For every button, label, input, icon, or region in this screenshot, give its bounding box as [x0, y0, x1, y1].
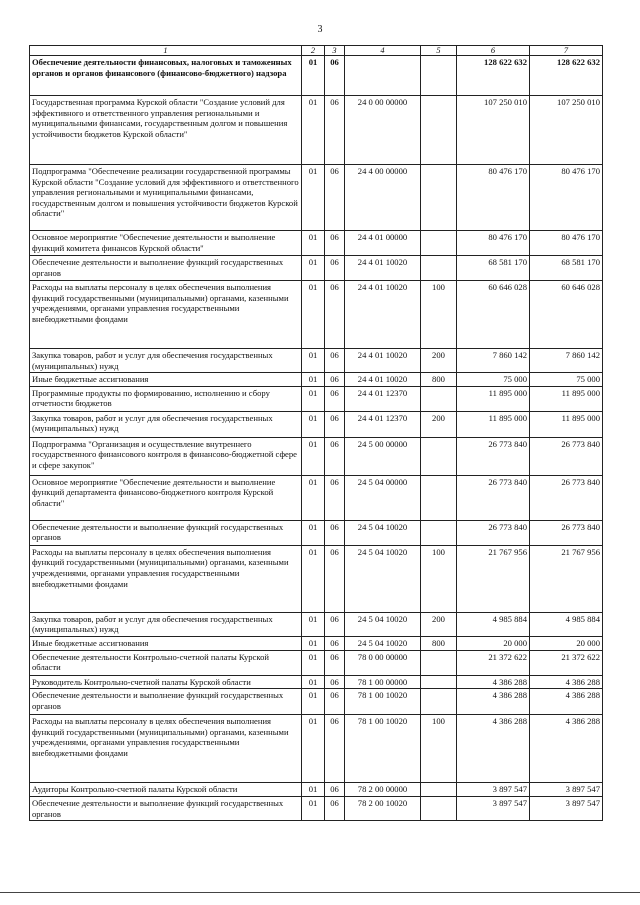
row-sum-col7: 11 895 000: [530, 386, 603, 411]
row-csr: 24 4 01 12370: [345, 411, 421, 437]
table-row: [30, 783, 603, 797]
table-row: [30, 165, 603, 231]
row-sum-col6: 80 476 170: [457, 165, 530, 231]
row-vr: [421, 256, 457, 281]
table-row: [30, 349, 603, 373]
row-name: Государственная программа Курской области "Создание условий для эффективного и ответственного управления региональными и муниципальными финансами, государственным долгом и повышения устойчивости бюджетов Курской области": [30, 96, 302, 165]
row-sum-col7: 11 895 000: [530, 411, 603, 437]
row-vr: 200: [421, 411, 457, 437]
row-vr: [421, 165, 457, 231]
row-sum-col7: 26 773 840: [530, 437, 603, 475]
row-sum-col6: 26 773 840: [457, 520, 530, 545]
row-rz: 01: [302, 520, 325, 545]
row-sum-col7: 60 646 028: [530, 281, 603, 349]
row-sum-col7: 4 985 884: [530, 612, 603, 636]
table-row: [30, 386, 603, 411]
table-row: [30, 650, 603, 675]
row-vr: [421, 675, 457, 689]
table-row: [30, 373, 603, 387]
table-row: [30, 411, 603, 437]
row-sum-col6: 11 895 000: [457, 386, 530, 411]
row-sum-col6: 4 386 288: [457, 689, 530, 715]
table-row: [30, 231, 603, 256]
row-name: Закупка товаров, работ и услуг для обеспечения государственных (муниципальных) нужд: [30, 411, 302, 437]
row-sum-col7: 26 773 840: [530, 475, 603, 520]
row-csr: 24 5 04 10020: [345, 545, 421, 612]
table-row: [30, 256, 603, 281]
row-csr: 24 4 00 00000: [345, 165, 421, 231]
row-rz: 01: [302, 386, 325, 411]
row-sum-col6: 26 773 840: [457, 437, 530, 475]
row-pr: 06: [325, 715, 345, 783]
row-vr: [421, 797, 457, 821]
row-rz: 01: [302, 411, 325, 437]
row-name: Аудиторы Контрольно-счетной палаты Курской области: [30, 783, 302, 797]
row-csr: 24 4 01 10020: [345, 373, 421, 387]
row-csr: 24 4 01 10020: [345, 256, 421, 281]
row-pr: 06: [325, 675, 345, 689]
row-pr: 06: [325, 231, 345, 256]
table-row: [30, 689, 603, 715]
row-rz: 01: [302, 715, 325, 783]
table-row: [30, 675, 603, 689]
row-pr: 06: [325, 349, 345, 373]
row-sum-col6: 20 000: [457, 636, 530, 650]
row-rz: 01: [302, 373, 325, 387]
row-name: Иные бюджетные ассигнования: [30, 636, 302, 650]
row-rz: 01: [302, 437, 325, 475]
table-row: [30, 281, 603, 349]
row-vr: [421, 56, 457, 96]
page-number: 3: [317, 24, 323, 35]
row-pr: 06: [325, 636, 345, 650]
header-cell-3: 3: [325, 46, 345, 56]
row-sum-col6: 68 581 170: [457, 256, 530, 281]
row-pr: 06: [325, 797, 345, 821]
row-rz: 01: [302, 650, 325, 675]
table-row: [30, 520, 603, 545]
header-cell-4: 4: [345, 46, 421, 56]
row-rz: 01: [302, 56, 325, 96]
row-sum-col7: 4 386 288: [530, 675, 603, 689]
row-name: Основное мероприятие "Обеспечение деятельности и выполнение функций департамента финансово-бюджетного контроля Курской области": [30, 475, 302, 520]
row-rz: 01: [302, 165, 325, 231]
row-sum-col6: 4 985 884: [457, 612, 530, 636]
row-name: Иные бюджетные ассигнования: [30, 373, 302, 387]
row-sum-col7: 4 386 288: [530, 689, 603, 715]
row-vr: 800: [421, 636, 457, 650]
row-csr: 78 1 00 10020: [345, 715, 421, 783]
row-csr: 78 2 00 10020: [345, 797, 421, 821]
row-sum-col7: 3 897 547: [530, 797, 603, 821]
row-rz: 01: [302, 349, 325, 373]
table-row: [30, 612, 603, 636]
row-vr: 800: [421, 373, 457, 387]
table-row: [30, 545, 603, 612]
row-name: Закупка товаров, работ и услуг для обеспечения государственных (муниципальных) нужд: [30, 612, 302, 636]
row-vr: 200: [421, 612, 457, 636]
row-sum-col7: 80 476 170: [530, 231, 603, 256]
row-pr: 06: [325, 650, 345, 675]
row-csr: 78 1 00 00000: [345, 675, 421, 689]
row-sum-col7: 26 773 840: [530, 520, 603, 545]
row-pr: 06: [325, 475, 345, 520]
row-pr: 06: [325, 437, 345, 475]
row-rz: 01: [302, 231, 325, 256]
row-rz: 01: [302, 783, 325, 797]
table-row: [30, 636, 603, 650]
row-sum-col6: 3 897 547: [457, 797, 530, 821]
row-vr: 200: [421, 349, 457, 373]
row-vr: [421, 475, 457, 520]
row-name: Подпрограмма "Обеспечение реализации государственной программы Курской области "Создание условий для эффективного и ответственного управления региональными и муниципальными финансами, государственным долгом и повышения устойчивости бюджетов Курской области": [30, 165, 302, 231]
row-rz: 01: [302, 281, 325, 349]
row-pr: 06: [325, 411, 345, 437]
row-name: Закупка товаров, работ и услуг для обеспечения государственных (муниципальных) нужд: [30, 349, 302, 373]
row-pr: 06: [325, 373, 345, 387]
row-sum-col6: 21 767 956: [457, 545, 530, 612]
row-vr: [421, 386, 457, 411]
row-vr: [421, 96, 457, 165]
row-sum-col6: 7 860 142: [457, 349, 530, 373]
row-csr: 24 5 04 10020: [345, 612, 421, 636]
row-sum-col7: 68 581 170: [530, 256, 603, 281]
row-name: Расходы на выплаты персоналу в целях обеспечения выполнения функций государственными (муниципальными) органами, казенными учреждениями, органами управления государственными внебюджетными фондами: [30, 281, 302, 349]
row-pr: 06: [325, 281, 345, 349]
row-vr: [421, 231, 457, 256]
row-sum-col6: 128 622 632: [457, 56, 530, 96]
row-pr: 06: [325, 256, 345, 281]
row-rz: 01: [302, 675, 325, 689]
row-name: Обеспечение деятельности и выполнение функций государственных органов: [30, 520, 302, 545]
row-sum-col7: 7 860 142: [530, 349, 603, 373]
row-vr: [421, 689, 457, 715]
row-csr: 24 4 01 10020: [345, 281, 421, 349]
table-row: [30, 715, 603, 783]
row-vr: [421, 520, 457, 545]
row-csr: 24 4 01 12370: [345, 386, 421, 411]
row-sum-col6: 21 372 622: [457, 650, 530, 675]
budget-table: [29, 45, 603, 821]
row-name: Программные продукты по формированию, исполнению и сбору отчетности бюджетов: [30, 386, 302, 411]
row-rz: 01: [302, 545, 325, 612]
row-name: Основное мероприятие "Обеспечение деятельности и выполнение функций комитета финансов Курской области": [30, 231, 302, 256]
row-pr: 06: [325, 56, 345, 96]
row-rz: 01: [302, 612, 325, 636]
row-rz: 01: [302, 96, 325, 165]
row-rz: 01: [302, 636, 325, 650]
header-cell-1: 1: [30, 46, 302, 56]
row-vr: 100: [421, 715, 457, 783]
row-pr: 06: [325, 96, 345, 165]
header-cell-7: 7: [530, 46, 603, 56]
header-row: [30, 46, 603, 56]
row-sum-col6: 11 895 000: [457, 411, 530, 437]
row-pr: 06: [325, 386, 345, 411]
row-name: Обеспечение деятельности Контрольно-счетной палаты Курской области: [30, 650, 302, 675]
header-cell-6: 6: [457, 46, 530, 56]
table-row: [30, 437, 603, 475]
row-vr: 100: [421, 545, 457, 612]
row-name: Обеспечение деятельности финансовых, налоговых и таможенных органов и органов финансового (финансово-бюджетного) надзора: [30, 56, 302, 96]
bottom-rule: [0, 892, 640, 893]
row-csr: 78 1 00 10020: [345, 689, 421, 715]
table-row: [30, 56, 603, 96]
row-sum-col7: 21 767 956: [530, 545, 603, 612]
row-sum-col6: 26 773 840: [457, 475, 530, 520]
row-name: Расходы на выплаты персоналу в целях обеспечения выполнения функций государственными (муниципальными) органами, казенными учреждениями, органами управления государственными внебюджетными фондами: [30, 545, 302, 612]
row-pr: 06: [325, 612, 345, 636]
row-sum-col7: 3 897 547: [530, 783, 603, 797]
row-vr: [421, 783, 457, 797]
row-csr: 24 5 04 10020: [345, 636, 421, 650]
row-sum-col6: 80 476 170: [457, 231, 530, 256]
row-vr: [421, 437, 457, 475]
row-sum-col7: 107 250 010: [530, 96, 603, 165]
row-sum-col6: 3 897 547: [457, 783, 530, 797]
row-rz: 01: [302, 797, 325, 821]
row-pr: 06: [325, 545, 345, 612]
row-csr: [345, 56, 421, 96]
row-pr: 06: [325, 165, 345, 231]
row-sum-col7: 75 000: [530, 373, 603, 387]
row-name: Обеспечение деятельности и выполнение функций государственных органов: [30, 256, 302, 281]
row-rz: 01: [302, 475, 325, 520]
row-csr: 24 4 01 10020: [345, 349, 421, 373]
row-csr: 24 5 00 00000: [345, 437, 421, 475]
row-vr: 100: [421, 281, 457, 349]
row-rz: 01: [302, 256, 325, 281]
row-sum-col7: 20 000: [530, 636, 603, 650]
row-sum-col6: 4 386 288: [457, 715, 530, 783]
row-pr: 06: [325, 783, 345, 797]
header-cell-5: 5: [421, 46, 457, 56]
row-sum-col6: 4 386 288: [457, 675, 530, 689]
row-csr: 24 4 01 00000: [345, 231, 421, 256]
row-name: Подпрограмма "Организация и осуществление внутреннего государственного финансового контроля в финансово-бюджетной сфере и сфере закупок": [30, 437, 302, 475]
row-name: Обеспечение деятельности и выполнение функций государственных органов: [30, 689, 302, 715]
row-sum-col6: 75 000: [457, 373, 530, 387]
row-name: Руководитель Контрольно-счетной палаты Курской области: [30, 675, 302, 689]
row-sum-col7: 80 476 170: [530, 165, 603, 231]
row-name: Расходы на выплаты персоналу в целях обеспечения выполнения функций государственными (муниципальными) органами, казенными учреждениями, органами управления государственными внебюджетными фондами: [30, 715, 302, 783]
row-csr: 24 5 04 10020: [345, 520, 421, 545]
table-row: [30, 797, 603, 821]
row-csr: 78 0 00 00000: [345, 650, 421, 675]
row-name: Обеспечение деятельности и выполнение функций государственных органов: [30, 797, 302, 821]
row-pr: 06: [325, 689, 345, 715]
row-sum-col7: 128 622 632: [530, 56, 603, 96]
row-csr: 24 0 00 00000: [345, 96, 421, 165]
header-cell-2: 2: [302, 46, 325, 56]
row-sum-col7: 4 386 288: [530, 715, 603, 783]
row-vr: [421, 650, 457, 675]
row-csr: 78 2 00 00000: [345, 783, 421, 797]
row-csr: 24 5 04 00000: [345, 475, 421, 520]
row-rz: 01: [302, 689, 325, 715]
table-row: [30, 475, 603, 520]
row-sum-col6: 107 250 010: [457, 96, 530, 165]
table-row: [30, 96, 603, 165]
row-sum-col6: 60 646 028: [457, 281, 530, 349]
row-sum-col7: 21 372 622: [530, 650, 603, 675]
row-pr: 06: [325, 520, 345, 545]
